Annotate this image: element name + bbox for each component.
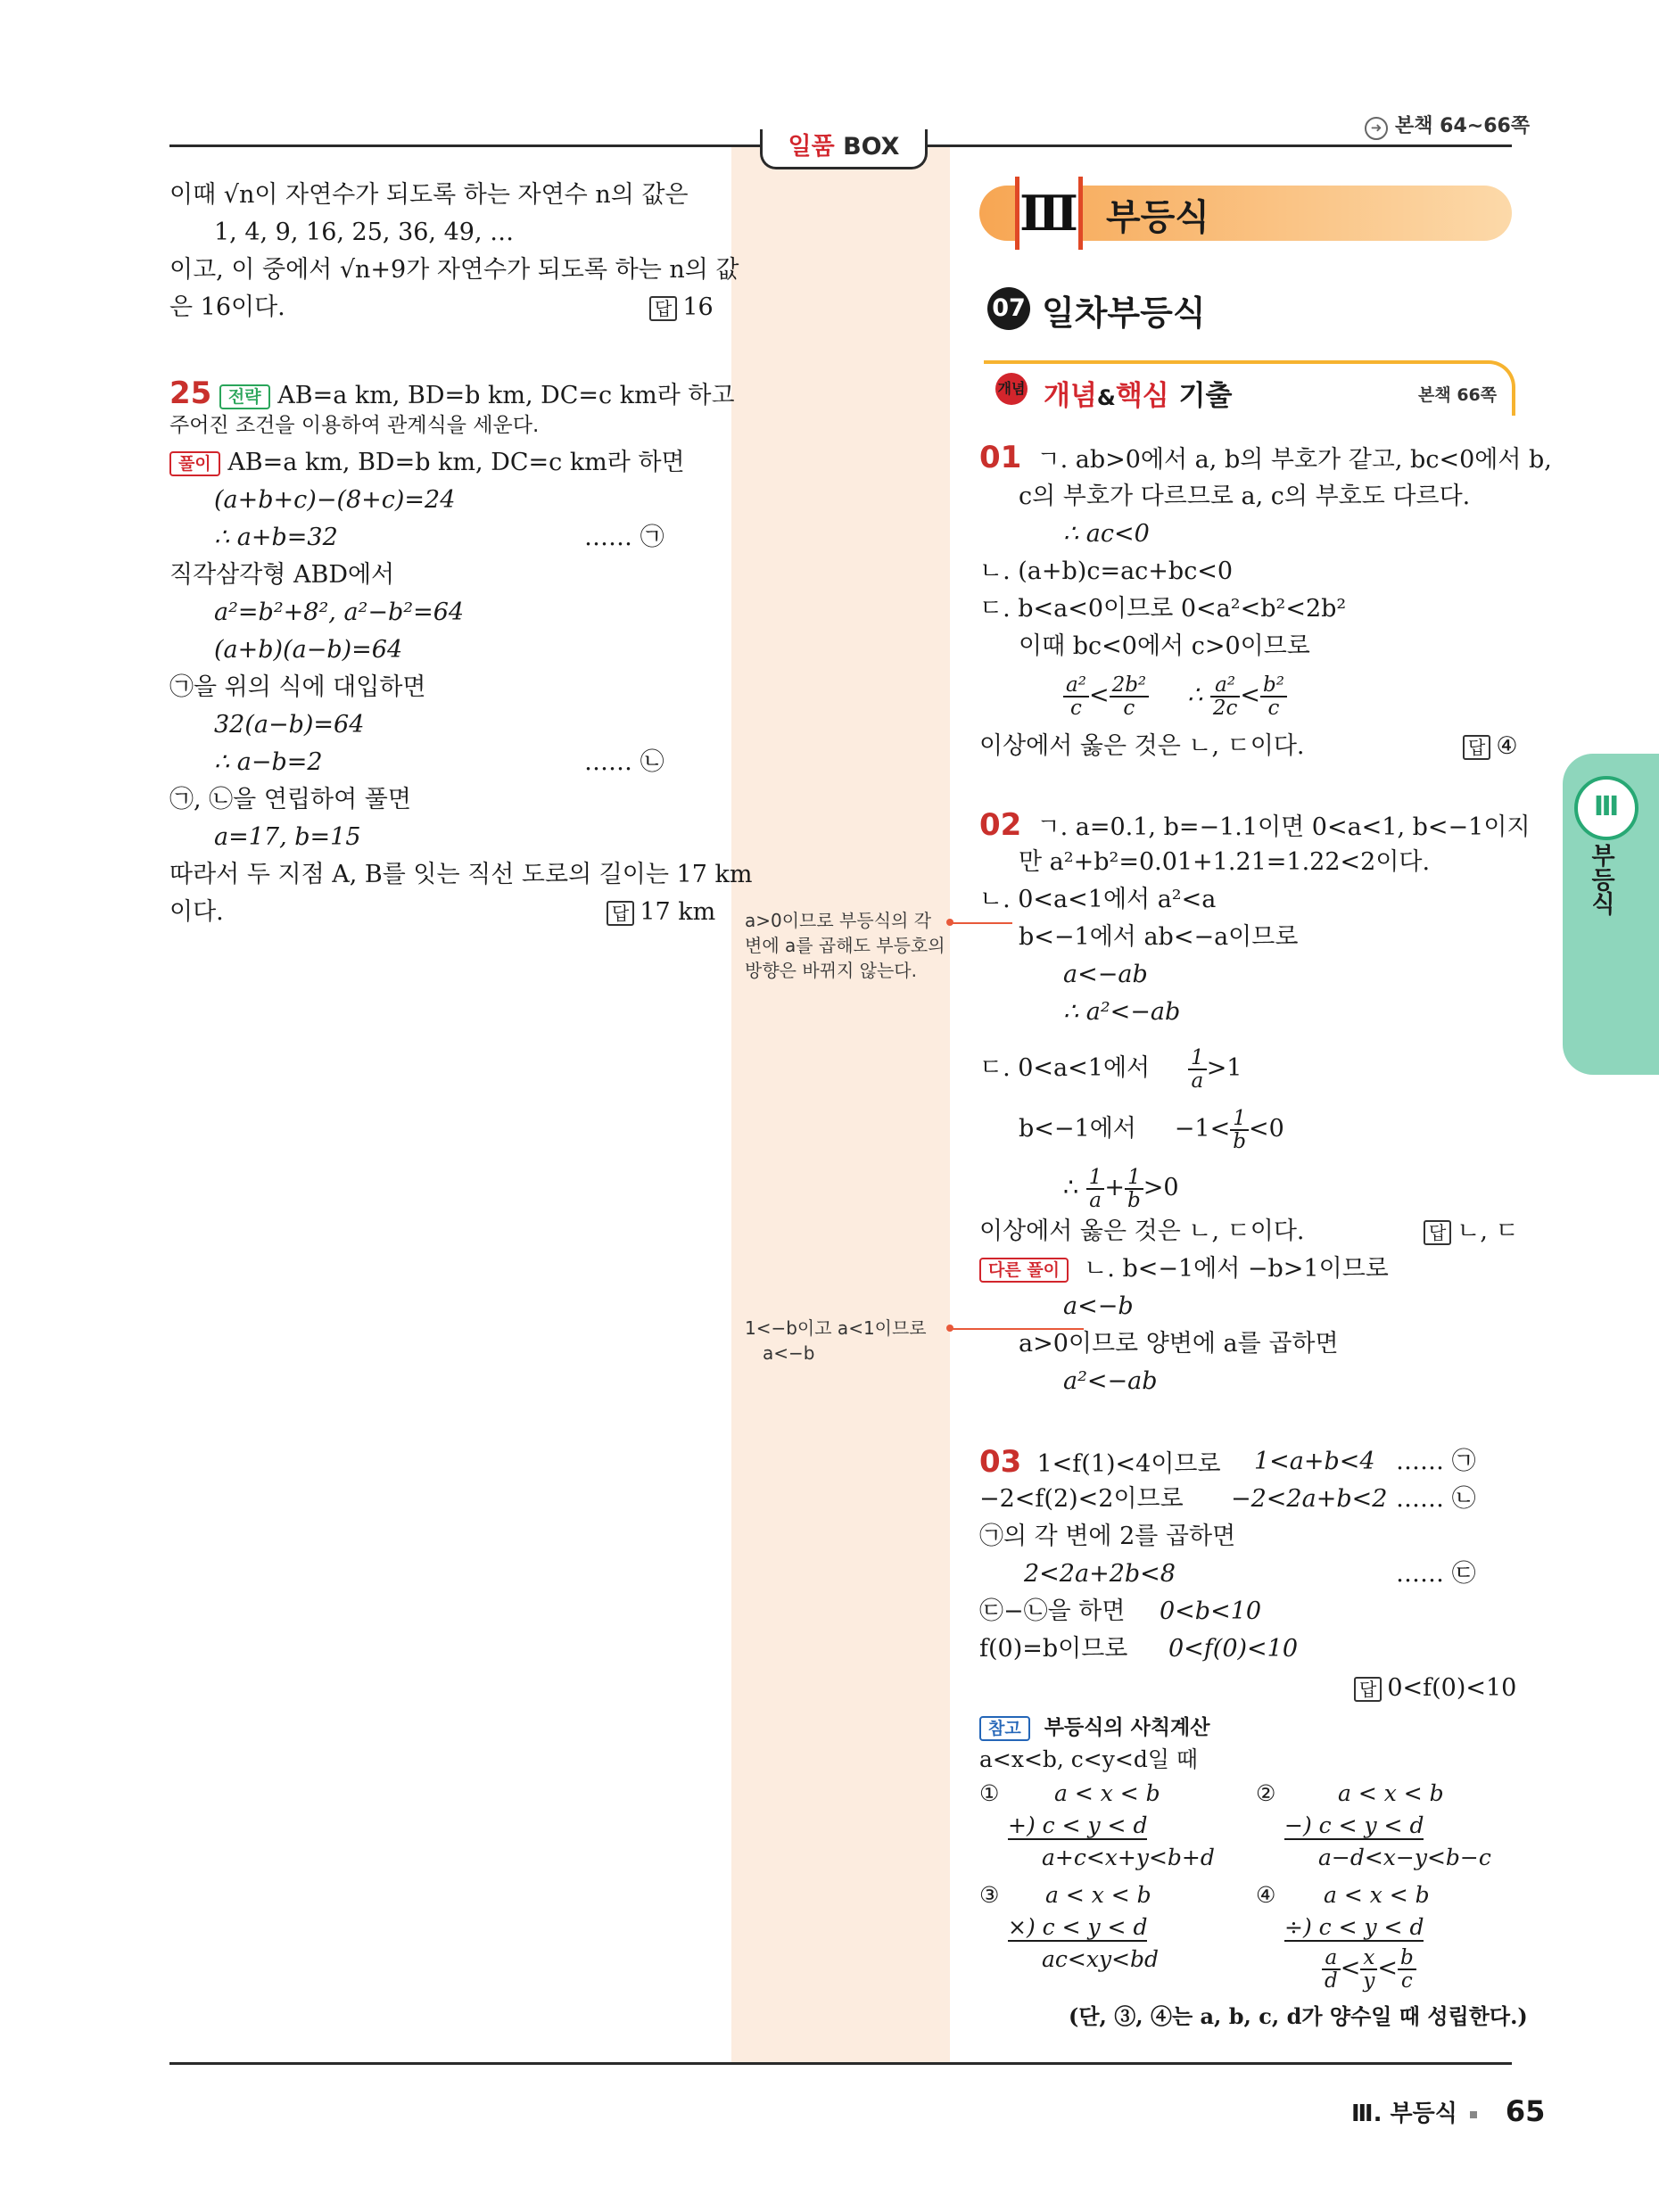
- problem-line: 만 a²+b²=0.01+1.21=1.22<2이다.: [1019, 848, 1431, 876]
- section-number: 07: [987, 287, 1030, 330]
- box-label: 일품 BOX: [760, 129, 928, 169]
- problem-line: 1<a+b<4: [1254, 1448, 1375, 1475]
- problem-line: f(0)=b이므로: [979, 1635, 1128, 1663]
- solution-line: a=17, b=15: [214, 823, 361, 851]
- problem-03-line: 03 1<f(1)<4이므로: [979, 1444, 1221, 1480]
- chapter-tab-icon: Ⅲ: [1574, 776, 1638, 840]
- intro-line: 이고, 이 중에서 √n+9가 자연수가 되도록 하는 n의 값: [169, 256, 739, 284]
- margin-note: a>0이므로 부등식의 각 변에 a를 곱해도 부등호의 방향은 바뀌지 않는다.: [745, 910, 945, 981]
- problem-line: −2<2a+b<2: [1231, 1485, 1388, 1513]
- op-row: a < x < b: [1045, 1882, 1151, 1908]
- equation-mark: …… ㉠: [584, 524, 664, 551]
- op-row: −) c < y < d: [1284, 1812, 1424, 1838]
- equation-mark: …… ㉠: [1396, 1448, 1476, 1475]
- op-row: a < x < b: [1324, 1882, 1430, 1908]
- problem-line: ∴ a²<−ab: [1063, 998, 1181, 1026]
- problem-line: −2<f(2)<2이므로: [979, 1485, 1184, 1513]
- page-reference: ➜ 본책 64~66쪽: [1365, 111, 1530, 140]
- solution-line: 직각삼각형 ABD에서: [169, 561, 395, 589]
- problem-line: 2<2a+2b<8: [1024, 1560, 1176, 1588]
- answer-icon: 답: [1463, 735, 1490, 760]
- solution-line: ∴ a−b=2: [214, 748, 323, 776]
- op-row: a < x < b: [1054, 1780, 1160, 1806]
- intro-line: 은 16이다.: [169, 293, 285, 321]
- intro-line: 1, 4, 9, 16, 25, 36, 49, …: [214, 219, 515, 246]
- square-bullet-icon: [1470, 2111, 1477, 2118]
- op-row: a+c<x+y<b+d: [1042, 1845, 1215, 1870]
- answer: 답 17 km: [607, 897, 715, 929]
- problem-line: b<−1에서 −1< $\frac{1}{b}$ <0: [1019, 1106, 1284, 1153]
- concept-reference: 본책 66쪽: [1418, 385, 1498, 405]
- op-number: ②: [1256, 1780, 1276, 1806]
- chapter-title: 부등식: [1106, 197, 1209, 238]
- problem-line: 0<f(0)<10: [1168, 1635, 1299, 1663]
- problem-line: ∴ $\frac{1}{a}$ + $\frac{1}{b}$ >0: [1063, 1165, 1179, 1212]
- problem-01-line: 01 ㄱ. ab>0에서 a, b의 부호가 같고, bc<0에서 b,: [979, 440, 1552, 475]
- answer: 답 0<f(0)<10: [1354, 1673, 1516, 1704]
- problem-line: a<−b: [1063, 1292, 1134, 1320]
- answer-icon: 답: [1354, 1677, 1382, 1702]
- solution-line: a²=b²+8², a²−b²=64: [214, 598, 465, 626]
- problem-line: 이상에서 옳은 것은 ㄴ, ㄷ이다.: [979, 732, 1305, 760]
- note-pointer-dot: [946, 1325, 953, 1332]
- problem-line: 이상에서 옳은 것은 ㄴ, ㄷ이다.: [979, 1217, 1305, 1245]
- solution-line: 이다.: [169, 898, 224, 926]
- op-row: ÷) c < y < d: [1284, 1914, 1424, 1940]
- solution-line: (a+b)(a−b)=64: [214, 636, 403, 664]
- solution-line: ㉠을 위의 식에 대입하면: [169, 673, 426, 701]
- fraction-inequality: $\frac{\text{a²}}{c}$ < $\frac{\text{2b²}}{c}$ ∴ $\frac{\text{a²}}{2c}$ < $\frac{\text{b²}}{c}$: [1063, 669, 1287, 722]
- margin-note: 1<−b이고 a<1이므로 a<−b: [745, 1317, 927, 1364]
- op-row: a < x < b: [1338, 1780, 1444, 1806]
- chapter-tab-label: 부등식: [1587, 843, 1614, 915]
- problem-line: 이때 bc<0에서 c>0이므로: [1019, 632, 1310, 660]
- problem-line: a>0이므로 양변에 a를 곱하면: [1019, 1330, 1339, 1358]
- answer: 답 ㄴ, ㄷ: [1424, 1217, 1519, 1248]
- intro-line: 이때 √n이 자연수가 되도록 하는 자연수 n의 값은: [169, 181, 689, 209]
- chapter-number: Ⅲ: [1015, 177, 1083, 250]
- reference-note: (단, ③, ④는 a, b, c, d가 양수일 때 성립한다.): [1069, 2003, 1528, 2029]
- op-row: $\frac{a}{d}$ < $\frac{x}{y}$ < $\frac{b}{c}$: [1322, 1944, 1416, 1993]
- problem-line: ㉢−㉡을 하면: [979, 1597, 1126, 1625]
- op-row: +) c < y < d: [1008, 1812, 1148, 1838]
- op-row: a−d<x−y<b−c: [1318, 1845, 1491, 1870]
- problem-line: ㄷ. b<a<0이므로 0<a²<b²<2b²: [979, 595, 1347, 623]
- page-footer: Ⅲ. 부등식 65: [1351, 2094, 1546, 2128]
- solution-line: ㉠, ㉡을 연립하여 풀면: [169, 786, 411, 813]
- answer-icon: 답: [607, 901, 634, 926]
- problem-line: b<−1에서 ab<−a이므로: [1019, 923, 1299, 951]
- op-row: ac<xy<bd: [1042, 1946, 1160, 1972]
- arrow-icon: ➜: [1365, 117, 1388, 140]
- op-row: ×) c < y < d: [1008, 1914, 1148, 1940]
- solution-line: (a+b+c)−(8+c)=24: [214, 486, 456, 514]
- strategy-text: 주어진 조건을 이용하여 관계식을 세운다.: [169, 414, 540, 437]
- problem-line: 0<b<10: [1160, 1597, 1262, 1625]
- note-pointer-dot: [946, 919, 953, 926]
- problem-line: a<−ab: [1063, 961, 1148, 988]
- problem-line: ∴ ac<0: [1063, 520, 1150, 548]
- reference-condition: a<x<b, c<y<d일 때: [979, 1746, 1199, 1772]
- concept-title: 개념&핵심 기출: [1044, 380, 1233, 412]
- answer: 답 16: [649, 293, 714, 324]
- margin-note-column: [731, 147, 950, 2062]
- problem-line: ㉠의 각 변에 2를 곱하면: [979, 1523, 1236, 1550]
- problem-line: ㄴ. (a+b)c=ac+bc<0: [979, 557, 1234, 585]
- reference-title: 참고 부등식의 사칙계산: [979, 1713, 1210, 1743]
- problem-25-header: 25 전략 AB=a km, BD=b km, DC=c km라 하고: [169, 376, 735, 411]
- answer: 답 ④: [1463, 731, 1518, 763]
- problem-line: c의 부호가 다르므로 a, c의 부호도 다르다.: [1019, 483, 1471, 510]
- answer-icon: 답: [649, 296, 677, 321]
- equation-mark: …… ㉡: [584, 748, 664, 776]
- problem-line: ㄴ. 0<a<1에서 a²<a: [979, 886, 1217, 913]
- footer-rule: [169, 2062, 1512, 2065]
- equation-mark: …… ㉡: [1396, 1485, 1476, 1513]
- op-number: ④: [1256, 1882, 1276, 1908]
- solution-line: 따라서 두 지점 A, B를 잇는 직선 도로의 길이는 17 km: [169, 861, 753, 888]
- note-pointer: [950, 922, 1012, 924]
- problem-line: ㄷ. 0<a<1에서 $\frac{1}{a}$ >1: [979, 1045, 1242, 1093]
- problem-02-line: 02 ㄱ. a=0.1, b=−1.1이면 0<a<1, b<−1이지: [979, 807, 1531, 843]
- equation-mark: …… ㉢: [1396, 1560, 1476, 1588]
- page-number: 65: [1505, 2094, 1546, 2128]
- concept-badge: 개념: [995, 373, 1028, 405]
- op-number: ①: [979, 1780, 1000, 1806]
- solution-line: 풀이 AB=a km, BD=b km, DC=c km라 하면: [169, 448, 685, 478]
- problem-line: a²<−ab: [1063, 1367, 1158, 1395]
- op-number: ③: [979, 1882, 1000, 1908]
- solution-line: ∴ a+b=32: [214, 524, 338, 551]
- section-title: 일차부등식: [1042, 293, 1206, 333]
- alternate-solution: 다른 풀이 ㄴ. b<−1에서 −b>1이므로: [979, 1254, 1389, 1284]
- solution-line: 32(a−b)=64: [214, 711, 365, 739]
- answer-icon: 답: [1424, 1220, 1451, 1245]
